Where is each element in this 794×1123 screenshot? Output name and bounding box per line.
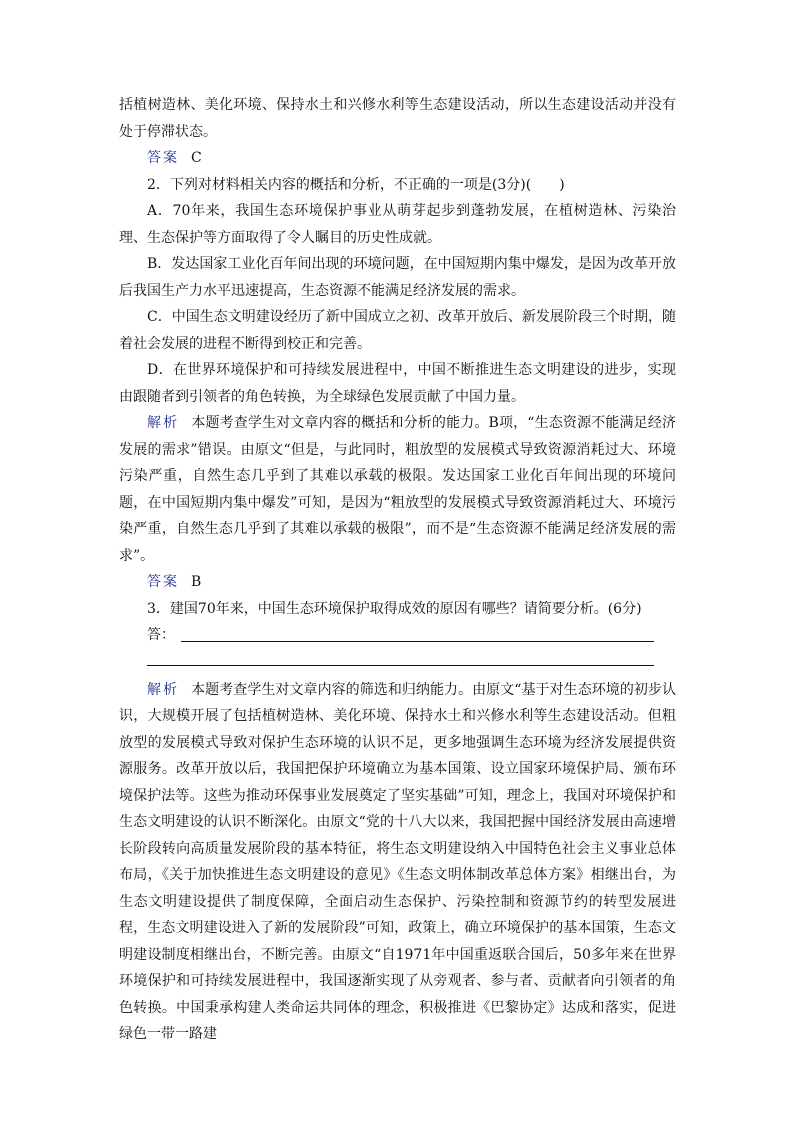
question-3-stem: 3．建国70年来，中国生态环境保护取得成效的原因有哪些？请简要分析。(6分) <box>147 600 642 617</box>
question-3-analysis <box>119 677 676 1048</box>
question-2-option-a: A．70年来，我国生态环境保护事业从萌芽起步到蓬勃发展，在植树造林、污染治理、生态保护等方面取得了令人瞩目的历史性成就。 <box>119 203 676 246</box>
answer-blank-line[interactable] <box>181 640 654 642</box>
answer-1 <box>119 145 676 172</box>
analysis-text: 本题考查学生对文章内容的筛选和归纳能力。由原文“基于对生态环境的初步认识，大规模开展了包括植树造林、美化环境、保持水土和兴修水利等生态建设活动。但粗放型的发展模式导致对保护生态环境的认识不足，更多地强调生态环境为经济发展提供资源服务。改革开放以后，我国把保护环境确立为基本国策、设立国家环境保护局、颁布环境保护法等。这些为推动环保事业发展奠定了坚实基础”可知，理念上，我国对环境保护和生态文明建设的认识不断深化。由原文“党的十八大以来，我国把握中国经济发展由高速增长阶段转向高质量发展阶段的基本特征，将生态文明建设纳入中国特色社会主义事业总体布局，《关于加快推进生态文明建设的意见》《生态文明体制改革总体方案》相继出台，为生态文明建设提供了制度保障，全面启动生态保护、污染控制和资源节约的转型发展进程，生态文明建设进入了新的发展阶段”可知，政策上，确立环境保护的基本国策，生态文明建设制度相继出台，不断完善。由原文“自1971年中国重返联合国后，50多年来在世界环境保护和可持续发展进程中，我国逐渐实现了从旁观者、参与者、贡献者向引领者的角色转换。中国秉承构建人类命运共同体的理念，积极推进《巴黎协定》达成和落实，促进绿色一带一路建 <box>119 681 677 1042</box>
document-page <box>119 92 676 1048</box>
answer-value: B <box>191 574 202 590</box>
question-2-stem: 2．下列对材料相关内容的概括和分析，不正确的一项是(3分)( ) <box>147 176 565 193</box>
analysis-label: 解析 <box>147 681 180 698</box>
question-2-option-d: D．在世界环境保护和可持续发展进程中，中国不断推进生态文明建设的进步，实现由跟随者到引领者的角色转换，为全球绿色发展贡献了中国力量。 <box>119 362 676 405</box>
continuation-paragraph: 括植树造林、美化环境、保持水土和兴修水利等生态建设活动，所以生态建设活动并没有处于停滞状态。 <box>119 97 676 140</box>
answer-label: 答案 <box>147 574 179 590</box>
answer-label: 答案 <box>147 150 179 166</box>
answer-2 <box>119 569 676 596</box>
question-2-option-c: C．中国生态文明建设经历了新中国成立之初、改革开放后、新发展阶段三个时期，随着社会发展的进程不断得到校正和完善。 <box>119 309 676 352</box>
analysis-text: 本题考查学生对文章内容的概括和分析的能力。B项，“生态资源不能满足经济发展的需求”错误。由原文“但是，与此同时，粗放型的发展模式导致资源消耗过大、环境污染严重，自然生态几乎到了其难以承载的极限。发达国家工业化百年间出现的环境问题，在中国短期内集中爆发”可知，是因为“粗放型的发展模式导致资源消耗过大、环境污染严重，自然生态几乎到了其难以承载的极限”，而不是“生态资源不能满足经济发展的需求”。 <box>119 415 676 564</box>
answer-blank-line-2[interactable] <box>147 649 654 666</box>
answer-value: C <box>191 150 202 166</box>
answer-writing-line <box>119 622 676 649</box>
question-2-analysis <box>119 410 676 569</box>
answer-prefix: 答： <box>147 627 175 643</box>
analysis-label: 解析 <box>147 415 180 431</box>
question-2-option-b: B．发达国家工业化百年间出现的环境问题，在中国短期内集中爆发，是因为改革开放后我国生产力水平迅速提高，生态资源不能满足经济发展的需求。 <box>119 256 676 299</box>
